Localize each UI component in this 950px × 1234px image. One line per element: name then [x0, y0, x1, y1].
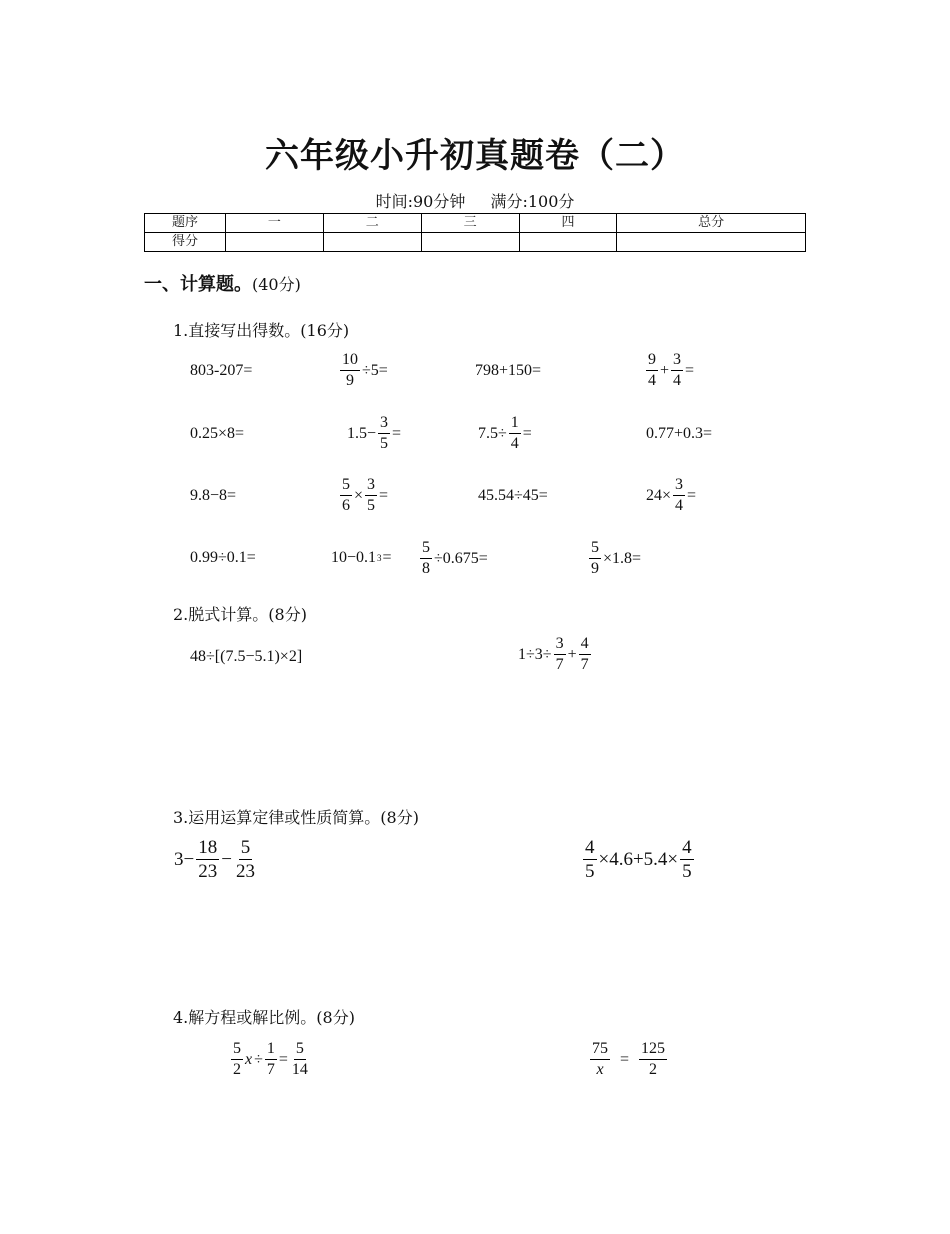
expression-text: 0.99÷0.1= [190, 549, 256, 566]
numerator: 3 [378, 415, 390, 434]
fraction [639, 1041, 667, 1078]
fraction [196, 838, 219, 881]
question-4-label: 4.解方程或解比例。(8分) [173, 1008, 355, 1027]
expression-text: ÷ [254, 1050, 263, 1068]
denominator: 4 [673, 372, 682, 389]
numerator: 4 [585, 837, 595, 858]
fraction [554, 636, 566, 673]
fraction [590, 1041, 610, 1078]
fraction [290, 1041, 310, 1078]
fraction [646, 352, 658, 389]
score-table-score-row [145, 233, 806, 252]
fraction [340, 477, 352, 514]
numerator: 3 [673, 477, 685, 496]
expression-text: 24× [646, 486, 672, 504]
problem-r1c2 [339, 352, 389, 389]
score-table-header-row [145, 214, 806, 233]
numerator: 3 [671, 352, 683, 371]
score-cell[interactable] [519, 233, 617, 252]
expression-text: 803-207= [190, 362, 253, 379]
problem-r2c1 [189, 425, 245, 443]
fraction [234, 838, 257, 881]
numerator: 1 [265, 1041, 277, 1060]
denominator: 4 [510, 435, 519, 452]
denominator: 4 [675, 497, 684, 514]
expression-text: 0.25×8= [190, 425, 245, 442]
numerator: 5 [294, 1041, 306, 1060]
problem-r3c4 [645, 477, 697, 514]
problem-q3b [582, 838, 695, 881]
denominator: 23 [235, 861, 255, 882]
time-limit: 时间:90分钟 [375, 192, 466, 211]
section-heading [144, 270, 301, 296]
expression-text: = [687, 486, 697, 504]
score-row-label: 得分 [145, 233, 226, 252]
question-2-label: 2.脱式计算。(8分) [173, 605, 307, 624]
problem-r1c3 [474, 362, 542, 380]
problem-r4c4 [588, 540, 642, 577]
question-3-label: 3.运用运算定律或性质简算。(8分) [173, 808, 419, 827]
denominator: 9 [346, 372, 354, 389]
denominator: 5 [585, 861, 595, 882]
question-1-label: 1.直接写出得数。(16分) [173, 321, 350, 340]
problem-q4b [589, 1041, 668, 1078]
expression-text: 798+150= [475, 362, 542, 379]
denominator: 14 [291, 1061, 308, 1078]
score-cell[interactable] [226, 233, 324, 252]
problem-r4c1 [189, 549, 257, 567]
problem-r3c2 [339, 477, 389, 514]
expression-text: + [567, 645, 577, 663]
denominator: 7 [580, 656, 589, 673]
numerator: 3 [365, 477, 377, 496]
numerator: 5 [420, 540, 432, 559]
denominator: 23 [198, 861, 218, 882]
numerator: 125 [639, 1041, 667, 1060]
fraction [673, 477, 685, 514]
fraction [589, 540, 601, 577]
denominator: 9 [591, 560, 599, 577]
problem-r2c3 [477, 415, 533, 452]
variable: x [245, 1050, 253, 1068]
score-header-cell: 总分 [617, 214, 806, 233]
denominator: 6 [342, 497, 350, 514]
denominator: 7 [266, 1061, 275, 1078]
problem-q3a [173, 838, 258, 881]
fraction [265, 1041, 277, 1078]
expression-text: 1÷3÷ [518, 645, 552, 663]
full-score: 满分:100分 [490, 192, 575, 211]
fraction [671, 352, 683, 389]
score-header-cell: 三 [421, 214, 519, 233]
expression-text: ×1.8= [603, 549, 642, 567]
expression-text: − [221, 848, 232, 870]
numerator: 75 [590, 1041, 610, 1060]
problem-r2c4 [645, 425, 713, 443]
fraction [579, 636, 591, 673]
problem-r1c1 [189, 362, 253, 380]
fraction [378, 415, 390, 452]
score-header-cell: 题序 [145, 214, 226, 233]
numerator: 5 [589, 540, 601, 559]
expression-text: = [379, 486, 389, 504]
numerator: 5 [340, 477, 352, 496]
expression-text: = [612, 1050, 638, 1068]
numerator: 3 [554, 636, 566, 655]
denominator: 5 [367, 497, 376, 514]
expression-text: = [382, 549, 392, 566]
expression-text: 1.5− [347, 424, 377, 442]
problem-r3c1 [189, 487, 237, 505]
expression-text: 48÷[(7.5−5.1)×2] [190, 648, 303, 665]
numerator: 1 [509, 415, 521, 434]
exponent: 3 [377, 553, 382, 563]
problem-q2a [189, 648, 303, 666]
expression-text: = [522, 424, 532, 442]
expression-text: ÷5= [362, 361, 388, 379]
problem-r3c3 [477, 487, 549, 505]
numerator: 5 [240, 837, 251, 858]
problem-q2b [517, 636, 592, 673]
numerator: 10 [340, 352, 360, 371]
expression-text: 3− [174, 848, 195, 870]
score-header-cell: 二 [323, 214, 421, 233]
numerator: 4 [682, 837, 692, 858]
expression-text: 7.5÷ [478, 424, 507, 442]
expression-text: 10−0.1 [331, 549, 377, 566]
expression-text: = [392, 424, 402, 442]
score-table [144, 213, 806, 252]
expression-text: 0.77+0.3= [646, 425, 713, 442]
denominator: 2 [649, 1061, 658, 1078]
score-header-cell: 四 [519, 214, 617, 233]
numerator: 4 [579, 636, 591, 655]
denominator: 8 [422, 560, 430, 577]
denominator: 5 [380, 435, 389, 452]
numerator: 5 [231, 1041, 243, 1060]
score-header-cell: 一 [226, 214, 324, 233]
page-title: 六年级小升初真题卷（二） [265, 136, 685, 176]
fraction [583, 838, 597, 881]
problem-r2c2 [346, 415, 402, 452]
exam-meta [0, 189, 950, 212]
fraction [509, 415, 521, 452]
score-cell[interactable] [323, 233, 421, 252]
section-label: 一、计算题。 [144, 274, 252, 295]
problem-r1c4 [645, 352, 695, 389]
section-points: (40分) [252, 275, 301, 294]
denominator: 7 [555, 656, 564, 673]
fraction [420, 540, 432, 577]
expression-text: 9.8−8= [190, 487, 237, 504]
expression-text: × [354, 486, 364, 504]
expression-text: 45.54÷45= [478, 487, 548, 504]
expression-text: ÷0.675= [434, 549, 488, 567]
expression-text: + [660, 361, 670, 379]
numerator: 9 [646, 352, 658, 371]
expression-text: = [685, 361, 695, 379]
fraction [231, 1041, 243, 1078]
problem-r4c3 [419, 540, 489, 577]
score-cell[interactable] [421, 233, 519, 252]
problem-q4a [230, 1041, 311, 1078]
expression-text: ×4.6+5.4× [598, 848, 679, 870]
fraction [340, 352, 360, 389]
expression-text: = [278, 1050, 288, 1068]
fraction [365, 477, 377, 514]
denominator: x [596, 1061, 604, 1078]
score-cell[interactable] [617, 233, 806, 252]
denominator: 4 [648, 372, 656, 389]
problem-r4c2 [330, 549, 393, 567]
numerator: 18 [198, 837, 218, 858]
fraction [680, 838, 694, 881]
denominator: 5 [682, 861, 692, 882]
denominator: 2 [233, 1061, 241, 1078]
